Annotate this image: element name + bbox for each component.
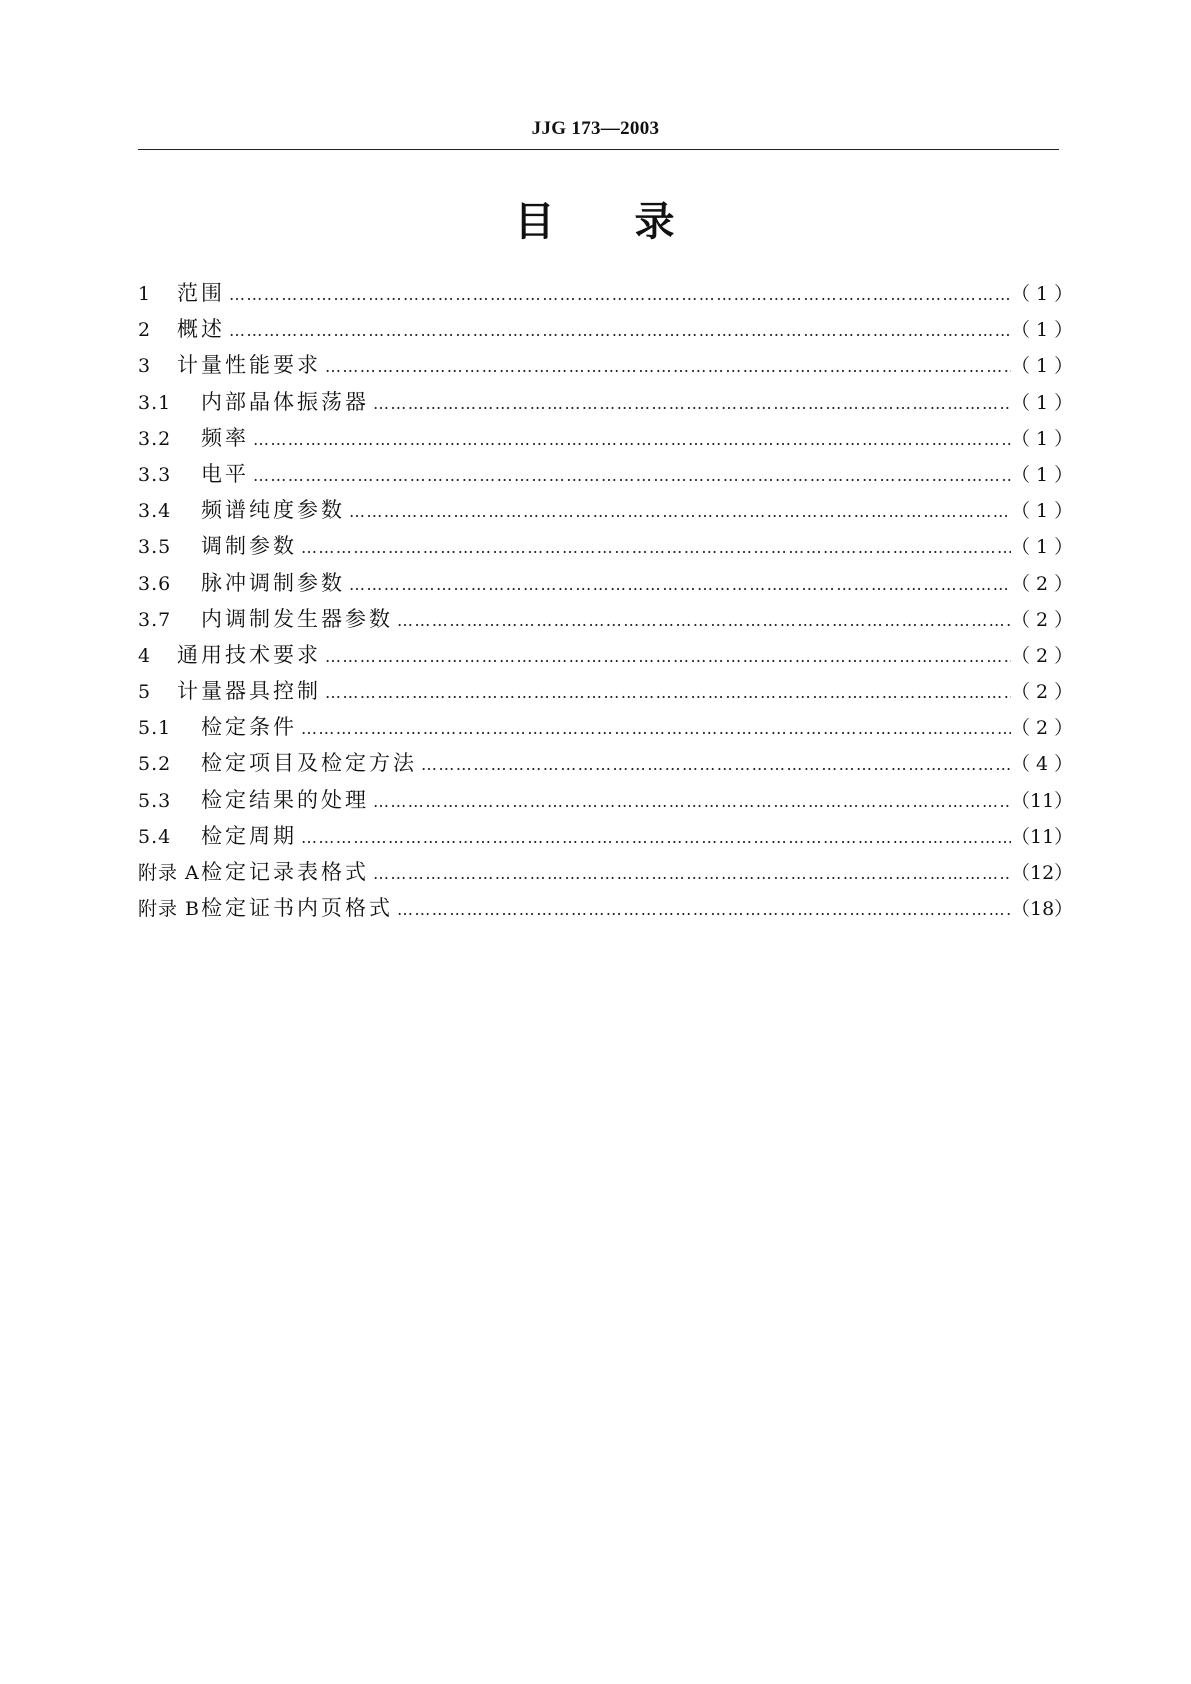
toc-entry-page: （11）: [1011, 789, 1074, 812]
toc-entry-title: 概述: [177, 317, 225, 342]
toc-title-char-1: 目: [514, 199, 557, 245]
toc-entry-5-4[interactable]: [138, 820, 1074, 856]
toc-entry-number: 5.4: [138, 825, 172, 848]
toc-entry-page: （ 1 ）: [1011, 536, 1074, 559]
document-code-header: JJG 173—2003: [531, 118, 660, 139]
toc-entry-page: （ 1 ）: [1011, 355, 1074, 378]
toc-entry-page: （ 1 ）: [1011, 319, 1074, 342]
toc-dot-leader: [323, 357, 1011, 376]
table-of-contents: [138, 277, 1074, 928]
toc-entry-title: 调制参数: [201, 534, 297, 559]
toc-entry-page: （ 2 ）: [1011, 681, 1074, 704]
toc-entry-page: （18）: [1011, 898, 1074, 921]
toc-dot-leader: [299, 719, 1011, 738]
toc-entry-5-3[interactable]: [138, 784, 1074, 820]
toc-dot-leader: [251, 430, 1011, 449]
toc-entry-appendix-a[interactable]: [138, 856, 1074, 892]
toc-entry-number: 1: [138, 283, 152, 305]
toc-entry-number: 附录 A: [138, 862, 200, 884]
toc-entry-page: （ 2 ）: [1011, 572, 1074, 595]
toc-entry-5-2[interactable]: [138, 747, 1074, 783]
toc-entry-title: 范围: [177, 281, 225, 305]
toc-entry-title: 计量性能要求: [177, 353, 321, 378]
toc-entry-title: 计量器具控制: [177, 679, 321, 704]
toc-entry-title: 内调制发生器参数: [201, 606, 393, 631]
toc-entry-number: 5.3: [138, 789, 172, 812]
toc-entry-5[interactable]: [138, 675, 1074, 711]
toc-entry-number: 3.1: [138, 391, 172, 414]
toc-entry-title: 检定结果的处理: [201, 787, 369, 812]
toc-entry-page: （ 1 ）: [1011, 427, 1074, 450]
toc-entry-page: （ 4 ）: [1011, 753, 1074, 776]
toc-dot-leader: [347, 575, 1011, 594]
toc-entry-title: 电平: [201, 461, 249, 486]
toc-entry-3[interactable]: [138, 349, 1074, 385]
toc-entry-number: 3: [138, 355, 152, 378]
toc-entry-title: 检定项目及检定方法: [201, 751, 417, 776]
toc-dot-leader: [299, 538, 1011, 557]
toc-entry-5-1[interactable]: [138, 711, 1074, 747]
toc-dot-leader: [227, 321, 1011, 340]
toc-dot-leader: [395, 900, 1011, 919]
header-rule: [138, 149, 1059, 150]
toc-entry-page: （ 2 ）: [1011, 608, 1074, 631]
toc-entry-3-7[interactable]: [138, 603, 1074, 639]
toc-entry-title: 通用技术要求: [177, 642, 321, 667]
toc-entry-3-5[interactable]: [138, 530, 1074, 566]
toc-entry-appendix-b[interactable]: [138, 892, 1074, 928]
toc-entry-2[interactable]: [138, 313, 1074, 349]
toc-entry-3-4[interactable]: [138, 494, 1074, 530]
toc-dot-leader: [395, 611, 1011, 630]
toc-entry-3-1[interactable]: [138, 386, 1074, 422]
toc-dot-leader: [323, 683, 1011, 702]
toc-entry-page: （ 1 ）: [1011, 391, 1074, 414]
toc-entry-title: 检定条件: [201, 715, 297, 740]
toc-entry-3-3[interactable]: [138, 458, 1074, 494]
toc-entry-title: 脉冲调制参数: [201, 570, 345, 595]
toc-dot-leader: [251, 466, 1011, 485]
toc-entry-number: 3.2: [138, 427, 172, 450]
toc-entry-page: （12）: [1011, 862, 1074, 884]
toc-title: [0, 196, 1191, 248]
toc-dot-leader: [299, 828, 1011, 847]
toc-entry-number: 3.5: [138, 536, 172, 559]
toc-entry-number: 3.3: [138, 463, 172, 486]
toc-entry-page: （ 1 ）: [1011, 500, 1074, 523]
toc-entry-number: 5.1: [138, 717, 172, 740]
toc-title-char-2: 录: [634, 199, 677, 245]
toc-entry-1[interactable]: [138, 277, 1074, 313]
toc-entry-title: 频率: [201, 425, 249, 450]
toc-entry-page: （11）: [1011, 825, 1074, 848]
toc-entry-number: 4: [138, 644, 152, 667]
toc-entry-number: 2: [138, 319, 152, 342]
toc-dot-leader: [371, 864, 1011, 883]
toc-entry-page: （ 2 ）: [1011, 717, 1074, 740]
toc-dot-leader: [323, 647, 1011, 666]
toc-entry-number: 3.4: [138, 500, 172, 523]
toc-entry-number: 5.2: [138, 753, 172, 776]
toc-entry-number: 附录 B: [138, 898, 201, 921]
toc-dot-leader: [371, 792, 1011, 811]
toc-entry-4[interactable]: [138, 639, 1074, 675]
toc-dot-leader: [419, 755, 1011, 774]
toc-dot-leader: [347, 502, 1011, 521]
toc-entry-3-6[interactable]: [138, 567, 1074, 603]
toc-entry-title: 内部晶体振荡器: [201, 389, 369, 414]
toc-entry-3-2[interactable]: [138, 422, 1074, 458]
toc-entry-page: （ 1 ）: [1011, 463, 1074, 486]
toc-entry-number: 3.6: [138, 572, 172, 595]
toc-entry-number: 3.7: [138, 608, 172, 631]
toc-entry-title: 频谱纯度参数: [201, 498, 345, 523]
toc-entry-page: （ 2 ）: [1011, 644, 1074, 667]
toc-dot-leader: [371, 394, 1011, 413]
toc-entry-page: （ 1 ）: [1011, 283, 1074, 305]
toc-entry-title: 检定记录表格式: [201, 860, 369, 884]
toc-dot-leader: [227, 285, 1011, 304]
toc-entry-title: 检定周期: [201, 823, 297, 848]
toc-entry-title: 检定证书内页格式: [201, 896, 393, 921]
toc-entry-number: 5: [138, 681, 152, 704]
